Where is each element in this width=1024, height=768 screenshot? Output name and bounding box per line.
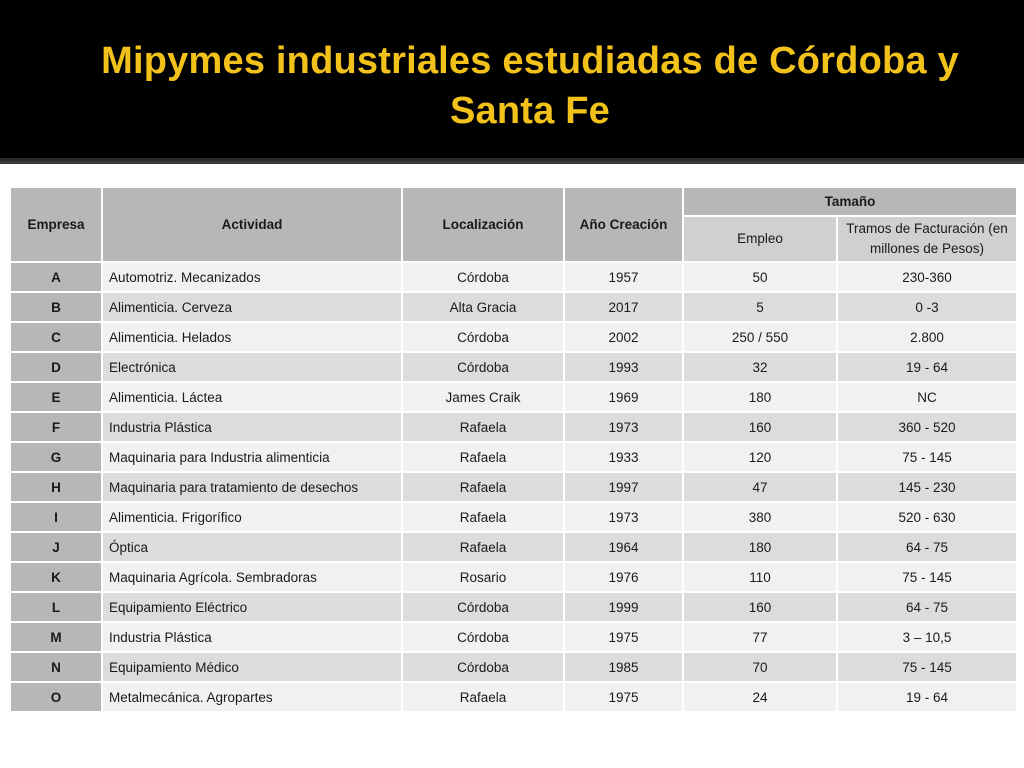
cell-actividad: Alimenticia. Helados: [102, 322, 402, 352]
cell-empleo: 70: [683, 652, 837, 682]
cell-empleo: 380: [683, 502, 837, 532]
cell-localizacion: Córdoba: [402, 352, 564, 382]
title-bar: [0, 0, 1024, 161]
cell-empleo: 110: [683, 562, 837, 592]
cell-facturacion: 75 - 145: [837, 442, 1017, 472]
cell-facturacion: 19 - 64: [837, 682, 1017, 712]
cell-localizacion: Rafaela: [402, 502, 564, 532]
cell-anio-creacion: 1985: [564, 652, 683, 682]
cell-actividad: Industria Plástica: [102, 622, 402, 652]
cell-empleo: 5: [683, 292, 837, 322]
cell-localizacion: Córdoba: [402, 592, 564, 622]
cell-empresa: O: [10, 682, 102, 712]
cell-facturacion: 2.800: [837, 322, 1017, 352]
cell-empresa: G: [10, 442, 102, 472]
cell-actividad: Alimenticia. Láctea: [102, 382, 402, 412]
cell-empresa: L: [10, 592, 102, 622]
cell-facturacion: 3 – 10,5: [837, 622, 1017, 652]
table-row: [10, 592, 1017, 622]
table-row: [10, 682, 1017, 712]
table-row: [10, 472, 1017, 502]
cell-anio-creacion: 1964: [564, 532, 683, 562]
cell-empresa: N: [10, 652, 102, 682]
cell-empleo: 120: [683, 442, 837, 472]
table-row: [10, 412, 1017, 442]
cell-actividad: Maquinaria Agrícola. Sembradoras: [102, 562, 402, 592]
cell-localizacion: Rafaela: [402, 472, 564, 502]
cell-empresa: I: [10, 502, 102, 532]
cell-empresa: J: [10, 532, 102, 562]
cell-empresa: M: [10, 622, 102, 652]
cell-localizacion: Alta Gracia: [402, 292, 564, 322]
cell-actividad: Alimenticia. Frigorífico: [102, 502, 402, 532]
table-row: [10, 652, 1017, 682]
cell-localizacion: James Craik: [402, 382, 564, 412]
cell-localizacion: Rosario: [402, 562, 564, 592]
table-row: [10, 442, 1017, 472]
header-tamano: Tamaño: [683, 187, 1017, 216]
cell-localizacion: Córdoba: [402, 622, 564, 652]
companies-table: [9, 186, 1018, 713]
cell-empresa: K: [10, 562, 102, 592]
table-header: [10, 187, 1017, 262]
header-empleo: Empleo: [683, 216, 837, 262]
cell-empleo: 32: [683, 352, 837, 382]
cell-facturacion: 64 - 75: [837, 532, 1017, 562]
table-row: [10, 292, 1017, 322]
title-divider: [0, 161, 1024, 164]
cell-anio-creacion: 1997: [564, 472, 683, 502]
cell-facturacion: 75 - 145: [837, 652, 1017, 682]
cell-empresa: C: [10, 322, 102, 352]
table-row: [10, 562, 1017, 592]
table-row: [10, 322, 1017, 352]
cell-actividad: Equipamiento Eléctrico: [102, 592, 402, 622]
cell-actividad: Electrónica: [102, 352, 402, 382]
cell-anio-creacion: 1993: [564, 352, 683, 382]
cell-facturacion: 64 - 75: [837, 592, 1017, 622]
cell-facturacion: 520 - 630: [837, 502, 1017, 532]
cell-empleo: 180: [683, 532, 837, 562]
cell-localizacion: Rafaela: [402, 532, 564, 562]
cell-actividad: Automotriz. Mecanizados: [102, 262, 402, 292]
cell-localizacion: Rafaela: [402, 412, 564, 442]
cell-empresa: E: [10, 382, 102, 412]
cell-facturacion: NC: [837, 382, 1017, 412]
cell-localizacion: Córdoba: [402, 262, 564, 292]
cell-actividad: Alimenticia. Cerveza: [102, 292, 402, 322]
cell-empresa: B: [10, 292, 102, 322]
cell-actividad: Maquinaria para tratamiento de desechos: [102, 472, 402, 502]
cell-actividad: Equipamiento Médico: [102, 652, 402, 682]
cell-localizacion: Córdoba: [402, 322, 564, 352]
table-row: [10, 622, 1017, 652]
cell-actividad: Metalmecánica. Agropartes: [102, 682, 402, 712]
cell-anio-creacion: 2017: [564, 292, 683, 322]
cell-anio-creacion: 1973: [564, 502, 683, 532]
cell-facturacion: 75 - 145: [837, 562, 1017, 592]
cell-actividad: Maquinaria para Industria alimenticia: [102, 442, 402, 472]
cell-anio-creacion: 1969: [564, 382, 683, 412]
cell-anio-creacion: 1933: [564, 442, 683, 472]
table-row: [10, 262, 1017, 292]
cell-localizacion: Córdoba: [402, 652, 564, 682]
cell-empresa: H: [10, 472, 102, 502]
header-anio-creacion: Año Creación: [564, 187, 683, 262]
cell-facturacion: 230-360: [837, 262, 1017, 292]
cell-facturacion: 360 - 520: [837, 412, 1017, 442]
cell-empleo: 77: [683, 622, 837, 652]
cell-empleo: 160: [683, 412, 837, 442]
cell-empleo: 180: [683, 382, 837, 412]
cell-anio-creacion: 1975: [564, 682, 683, 712]
table-row: [10, 352, 1017, 382]
table-row: [10, 382, 1017, 412]
cell-anio-creacion: 1973: [564, 412, 683, 442]
table-row: [10, 502, 1017, 532]
cell-anio-creacion: 2002: [564, 322, 683, 352]
header-empresa: Empresa: [10, 187, 102, 262]
cell-anio-creacion: 1999: [564, 592, 683, 622]
header-localizacion: Localización: [402, 187, 564, 262]
cell-actividad: Óptica: [102, 532, 402, 562]
cell-facturacion: 0 -3: [837, 292, 1017, 322]
table-body: [10, 262, 1017, 712]
table-row: [10, 532, 1017, 562]
cell-empleo: 24: [683, 682, 837, 712]
cell-actividad: Industria Plástica: [102, 412, 402, 442]
cell-empleo: 250 / 550: [683, 322, 837, 352]
cell-localizacion: Rafaela: [402, 442, 564, 472]
cell-empresa: A: [10, 262, 102, 292]
slide-title: Mipymes industriales estudiadas de Córdoba y Santa Fe: [101, 40, 959, 132]
cell-facturacion: 145 - 230: [837, 472, 1017, 502]
cell-empresa: D: [10, 352, 102, 382]
cell-anio-creacion: 1957: [564, 262, 683, 292]
cell-empleo: 160: [683, 592, 837, 622]
cell-anio-creacion: 1975: [564, 622, 683, 652]
cell-facturacion: 19 - 64: [837, 352, 1017, 382]
cell-empleo: 47: [683, 472, 837, 502]
header-actividad: Actividad: [102, 187, 402, 262]
cell-empleo: 50: [683, 262, 837, 292]
cell-empresa: F: [10, 412, 102, 442]
cell-localizacion: Rafaela: [402, 682, 564, 712]
header-tramos-facturacion: Tramos de Facturación (en millones de Pesos): [837, 216, 1017, 262]
cell-anio-creacion: 1976: [564, 562, 683, 592]
